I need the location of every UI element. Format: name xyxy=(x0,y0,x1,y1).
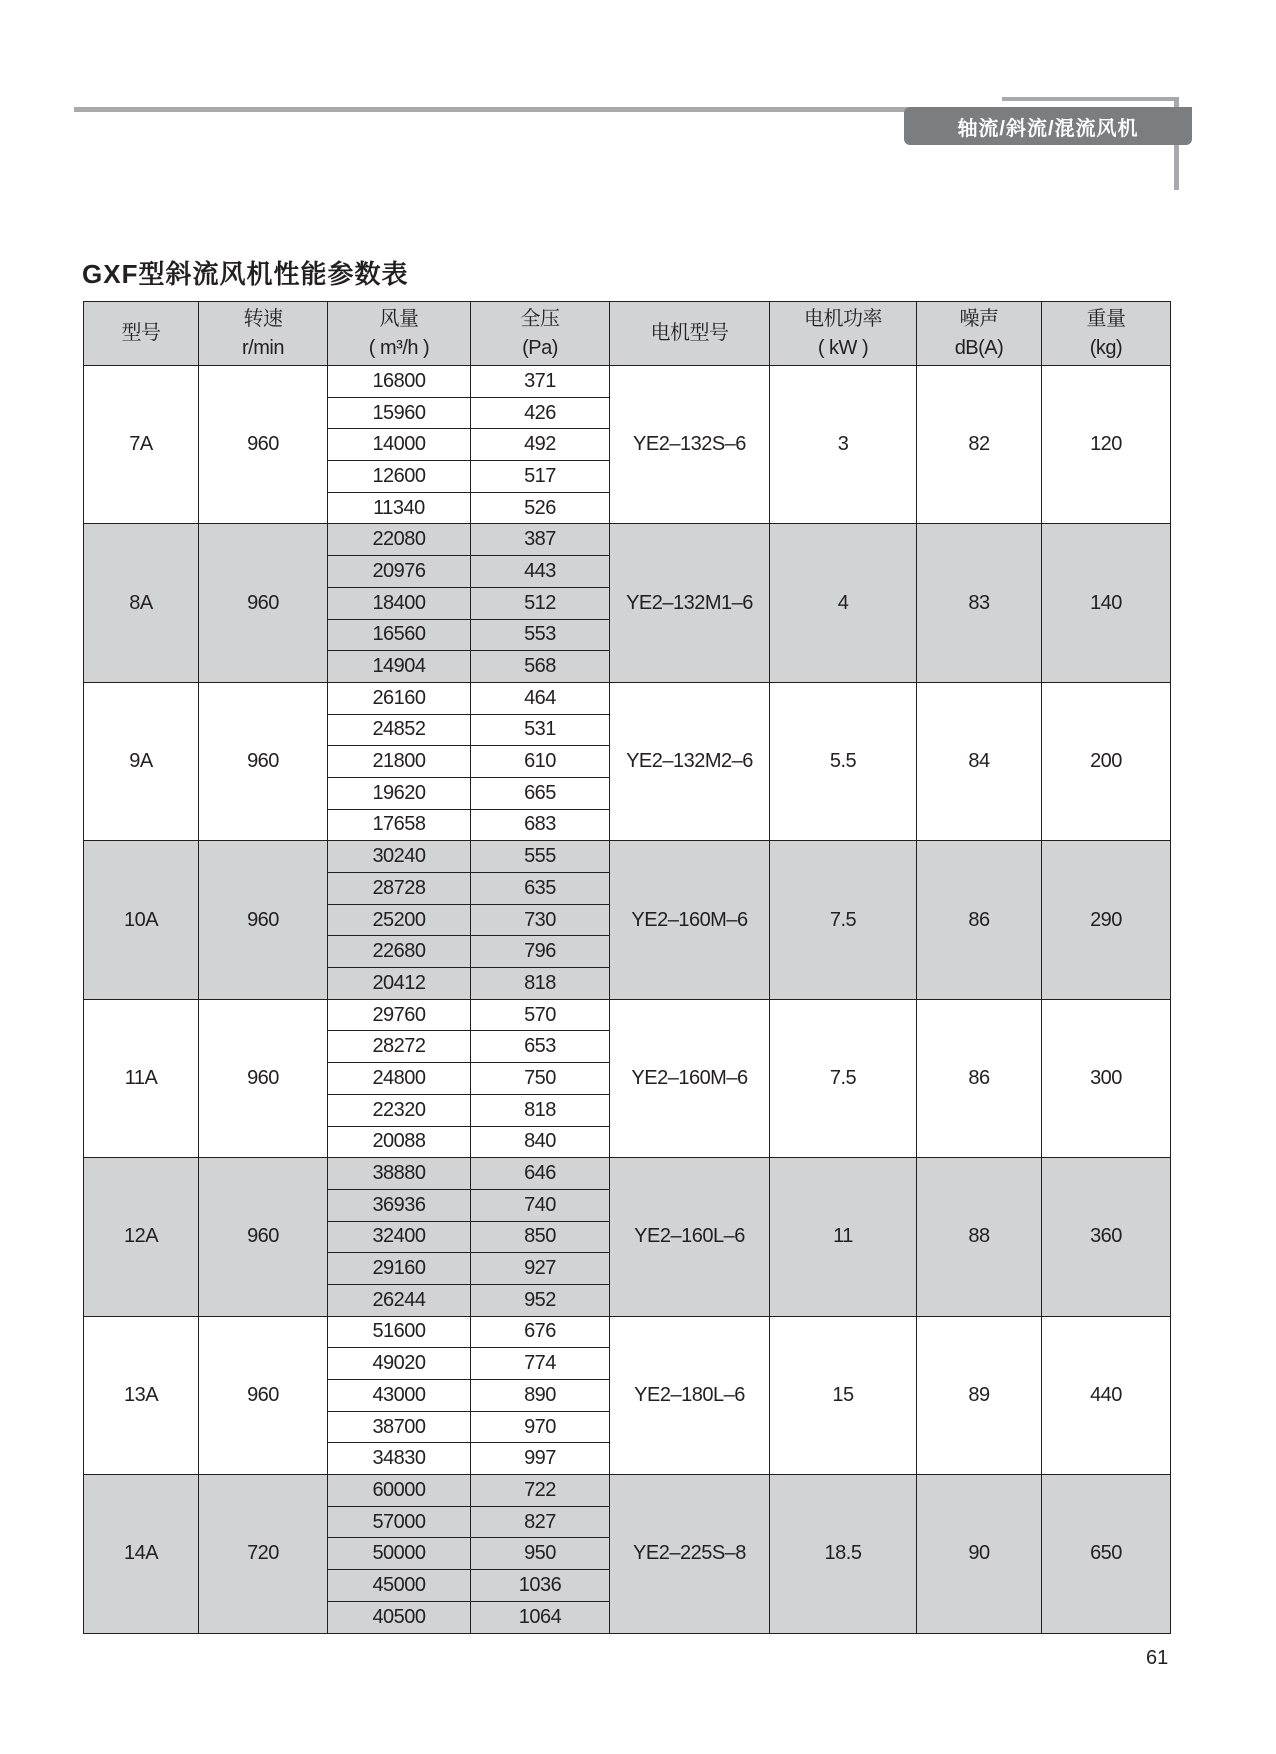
header-weight: 重量 (kg) xyxy=(1042,302,1171,366)
airflow-cell: 40500 xyxy=(328,1601,471,1633)
airflow-cell: 38700 xyxy=(328,1411,471,1443)
weight-cell: 290 xyxy=(1042,841,1171,999)
pressure-cell: 387 xyxy=(471,524,610,556)
model-cell: 9A xyxy=(84,682,199,840)
pressure-cell: 740 xyxy=(471,1189,610,1221)
airflow-cell: 21800 xyxy=(328,746,471,778)
airflow-cell: 30240 xyxy=(328,841,471,873)
pressure-cell: 492 xyxy=(471,429,610,461)
speed-cell: 960 xyxy=(199,1158,328,1316)
header-speed: 转速 r/min xyxy=(199,302,328,366)
speed-cell: 720 xyxy=(199,1475,328,1633)
pressure-cell: 531 xyxy=(471,714,610,746)
airflow-cell: 50000 xyxy=(328,1538,471,1570)
table-row xyxy=(84,682,1171,714)
weight-cell: 200 xyxy=(1042,682,1171,840)
airflow-cell: 22320 xyxy=(328,1094,471,1126)
pressure-cell: 610 xyxy=(471,746,610,778)
weight-cell: 650 xyxy=(1042,1475,1171,1633)
performance-table xyxy=(83,301,1171,1634)
airflow-cell: 29160 xyxy=(328,1253,471,1285)
header-motor-power: 电机功率 ( kW ) xyxy=(770,302,917,366)
motor-power-cell: 5.5 xyxy=(770,682,917,840)
model-cell: 13A xyxy=(84,1316,199,1474)
pressure-cell: 774 xyxy=(471,1348,610,1380)
airflow-cell: 28272 xyxy=(328,1031,471,1063)
airflow-cell: 24852 xyxy=(328,714,471,746)
speed-cell: 960 xyxy=(199,999,328,1157)
motor-model-cell: YE2–160L–6 xyxy=(610,1158,770,1316)
header-noise: 噪声 dB(A) xyxy=(917,302,1042,366)
motor-model-cell: YE2–132M1–6 xyxy=(610,524,770,682)
table-row xyxy=(84,841,1171,873)
airflow-cell: 36936 xyxy=(328,1189,471,1221)
airflow-cell: 26160 xyxy=(328,682,471,714)
speed-cell: 960 xyxy=(199,1316,328,1474)
motor-model-cell: YE2–225S–8 xyxy=(610,1475,770,1633)
airflow-cell: 60000 xyxy=(328,1475,471,1507)
pressure-cell: 950 xyxy=(471,1538,610,1570)
weight-cell: 300 xyxy=(1042,999,1171,1157)
airflow-cell: 32400 xyxy=(328,1221,471,1253)
header-model: 型号 xyxy=(84,302,199,366)
header-airflow: 风量 ( m³/h ) xyxy=(328,302,471,366)
motor-model-cell: YE2–132S–6 xyxy=(610,366,770,524)
pressure-cell: 683 xyxy=(471,809,610,841)
pressure-cell: 464 xyxy=(471,682,610,714)
pressure-cell: 722 xyxy=(471,1475,610,1507)
pressure-cell: 796 xyxy=(471,936,610,968)
model-cell: 12A xyxy=(84,1158,199,1316)
motor-power-cell: 11 xyxy=(770,1158,917,1316)
airflow-cell: 12600 xyxy=(328,461,471,493)
pressure-cell: 1064 xyxy=(471,1601,610,1633)
header-row xyxy=(84,302,1171,366)
model-cell: 11A xyxy=(84,999,199,1157)
noise-cell: 82 xyxy=(917,366,1042,524)
airflow-cell: 26244 xyxy=(328,1284,471,1316)
pressure-cell: 553 xyxy=(471,619,610,651)
airflow-cell: 19620 xyxy=(328,777,471,809)
speed-cell: 960 xyxy=(199,682,328,840)
weight-cell: 120 xyxy=(1042,366,1171,524)
table-row xyxy=(84,1475,1171,1507)
pressure-cell: 927 xyxy=(471,1253,610,1285)
pressure-cell: 526 xyxy=(471,492,610,524)
airflow-cell: 20088 xyxy=(328,1126,471,1158)
pressure-cell: 750 xyxy=(471,1063,610,1095)
airflow-cell: 15960 xyxy=(328,397,471,429)
motor-power-cell: 4 xyxy=(770,524,917,682)
pressure-cell: 850 xyxy=(471,1221,610,1253)
weight-cell: 140 xyxy=(1042,524,1171,682)
header-bracket-top xyxy=(1002,97,1178,101)
airflow-cell: 22080 xyxy=(328,524,471,556)
pressure-cell: 646 xyxy=(471,1158,610,1190)
pressure-cell: 997 xyxy=(471,1443,610,1475)
pressure-cell: 371 xyxy=(471,366,610,398)
pressure-cell: 890 xyxy=(471,1380,610,1412)
airflow-cell: 43000 xyxy=(328,1380,471,1412)
pressure-cell: 512 xyxy=(471,587,610,619)
noise-cell: 86 xyxy=(917,999,1042,1157)
airflow-cell: 25200 xyxy=(328,904,471,936)
airflow-cell: 14000 xyxy=(328,429,471,461)
airflow-cell: 14904 xyxy=(328,651,471,683)
airflow-cell: 17658 xyxy=(328,809,471,841)
section-label: 轴流/斜流/混流风机 xyxy=(957,117,1139,140)
table-header xyxy=(84,302,1171,366)
airflow-cell: 20976 xyxy=(328,556,471,588)
pressure-cell: 568 xyxy=(471,651,610,683)
noise-cell: 84 xyxy=(917,682,1042,840)
pressure-cell: 952 xyxy=(471,1284,610,1316)
airflow-cell: 57000 xyxy=(328,1506,471,1538)
noise-cell: 90 xyxy=(917,1475,1042,1633)
pressure-cell: 1036 xyxy=(471,1570,610,1602)
motor-model-cell: YE2–132M2–6 xyxy=(610,682,770,840)
pressure-cell: 653 xyxy=(471,1031,610,1063)
table-row xyxy=(84,366,1171,398)
table-row xyxy=(84,999,1171,1031)
table-row xyxy=(84,1316,1171,1348)
airflow-cell: 49020 xyxy=(328,1348,471,1380)
airflow-cell: 29760 xyxy=(328,999,471,1031)
table-row xyxy=(84,1158,1171,1190)
airflow-cell: 51600 xyxy=(328,1316,471,1348)
pressure-cell: 426 xyxy=(471,397,610,429)
pressure-cell: 730 xyxy=(471,904,610,936)
airflow-cell: 16800 xyxy=(328,366,471,398)
airflow-cell: 24800 xyxy=(328,1063,471,1095)
motor-power-cell: 7.5 xyxy=(770,999,917,1157)
speed-cell: 960 xyxy=(199,524,328,682)
airflow-cell: 34830 xyxy=(328,1443,471,1475)
airflow-cell: 16560 xyxy=(328,619,471,651)
pressure-cell: 517 xyxy=(471,461,610,493)
noise-cell: 86 xyxy=(917,841,1042,999)
airflow-cell: 28728 xyxy=(328,873,471,905)
airflow-cell: 11340 xyxy=(328,492,471,524)
pressure-cell: 827 xyxy=(471,1506,610,1538)
airflow-cell: 45000 xyxy=(328,1570,471,1602)
pressure-cell: 840 xyxy=(471,1126,610,1158)
motor-power-cell: 3 xyxy=(770,366,917,524)
pressure-cell: 555 xyxy=(471,841,610,873)
noise-cell: 83 xyxy=(917,524,1042,682)
pressure-cell: 635 xyxy=(471,873,610,905)
airflow-cell: 18400 xyxy=(328,587,471,619)
page-number: 61 xyxy=(1146,1647,1169,1669)
speed-cell: 960 xyxy=(199,366,328,524)
noise-cell: 89 xyxy=(917,1316,1042,1474)
model-cell: 7A xyxy=(84,366,199,524)
motor-power-cell: 7.5 xyxy=(770,841,917,999)
airflow-cell: 22680 xyxy=(328,936,471,968)
noise-cell: 88 xyxy=(917,1158,1042,1316)
pressure-cell: 676 xyxy=(471,1316,610,1348)
pressure-cell: 570 xyxy=(471,999,610,1031)
motor-power-cell: 15 xyxy=(770,1316,917,1474)
weight-cell: 360 xyxy=(1042,1158,1171,1316)
airflow-cell: 38880 xyxy=(328,1158,471,1190)
airflow-cell: 20412 xyxy=(328,968,471,1000)
header-motor-model: 电机型号 xyxy=(610,302,770,366)
header-pressure: 全压 (Pa) xyxy=(471,302,610,366)
model-cell: 8A xyxy=(84,524,199,682)
motor-model-cell: YE2–160M–6 xyxy=(610,841,770,999)
model-cell: 10A xyxy=(84,841,199,999)
speed-cell: 960 xyxy=(199,841,328,999)
motor-model-cell: YE2–180L–6 xyxy=(610,1316,770,1474)
table-row xyxy=(84,524,1171,556)
pressure-cell: 665 xyxy=(471,777,610,809)
pressure-cell: 818 xyxy=(471,968,610,1000)
table-body xyxy=(84,366,1171,1634)
pressure-cell: 970 xyxy=(471,1411,610,1443)
table-title: GXF型斜流风机性能参数表 xyxy=(82,259,409,289)
model-cell: 14A xyxy=(84,1475,199,1633)
section-tab xyxy=(904,107,1192,145)
pressure-cell: 818 xyxy=(471,1094,610,1126)
pressure-cell: 443 xyxy=(471,556,610,588)
motor-power-cell: 18.5 xyxy=(770,1475,917,1633)
weight-cell: 440 xyxy=(1042,1316,1171,1474)
motor-model-cell: YE2–160M–6 xyxy=(610,999,770,1157)
